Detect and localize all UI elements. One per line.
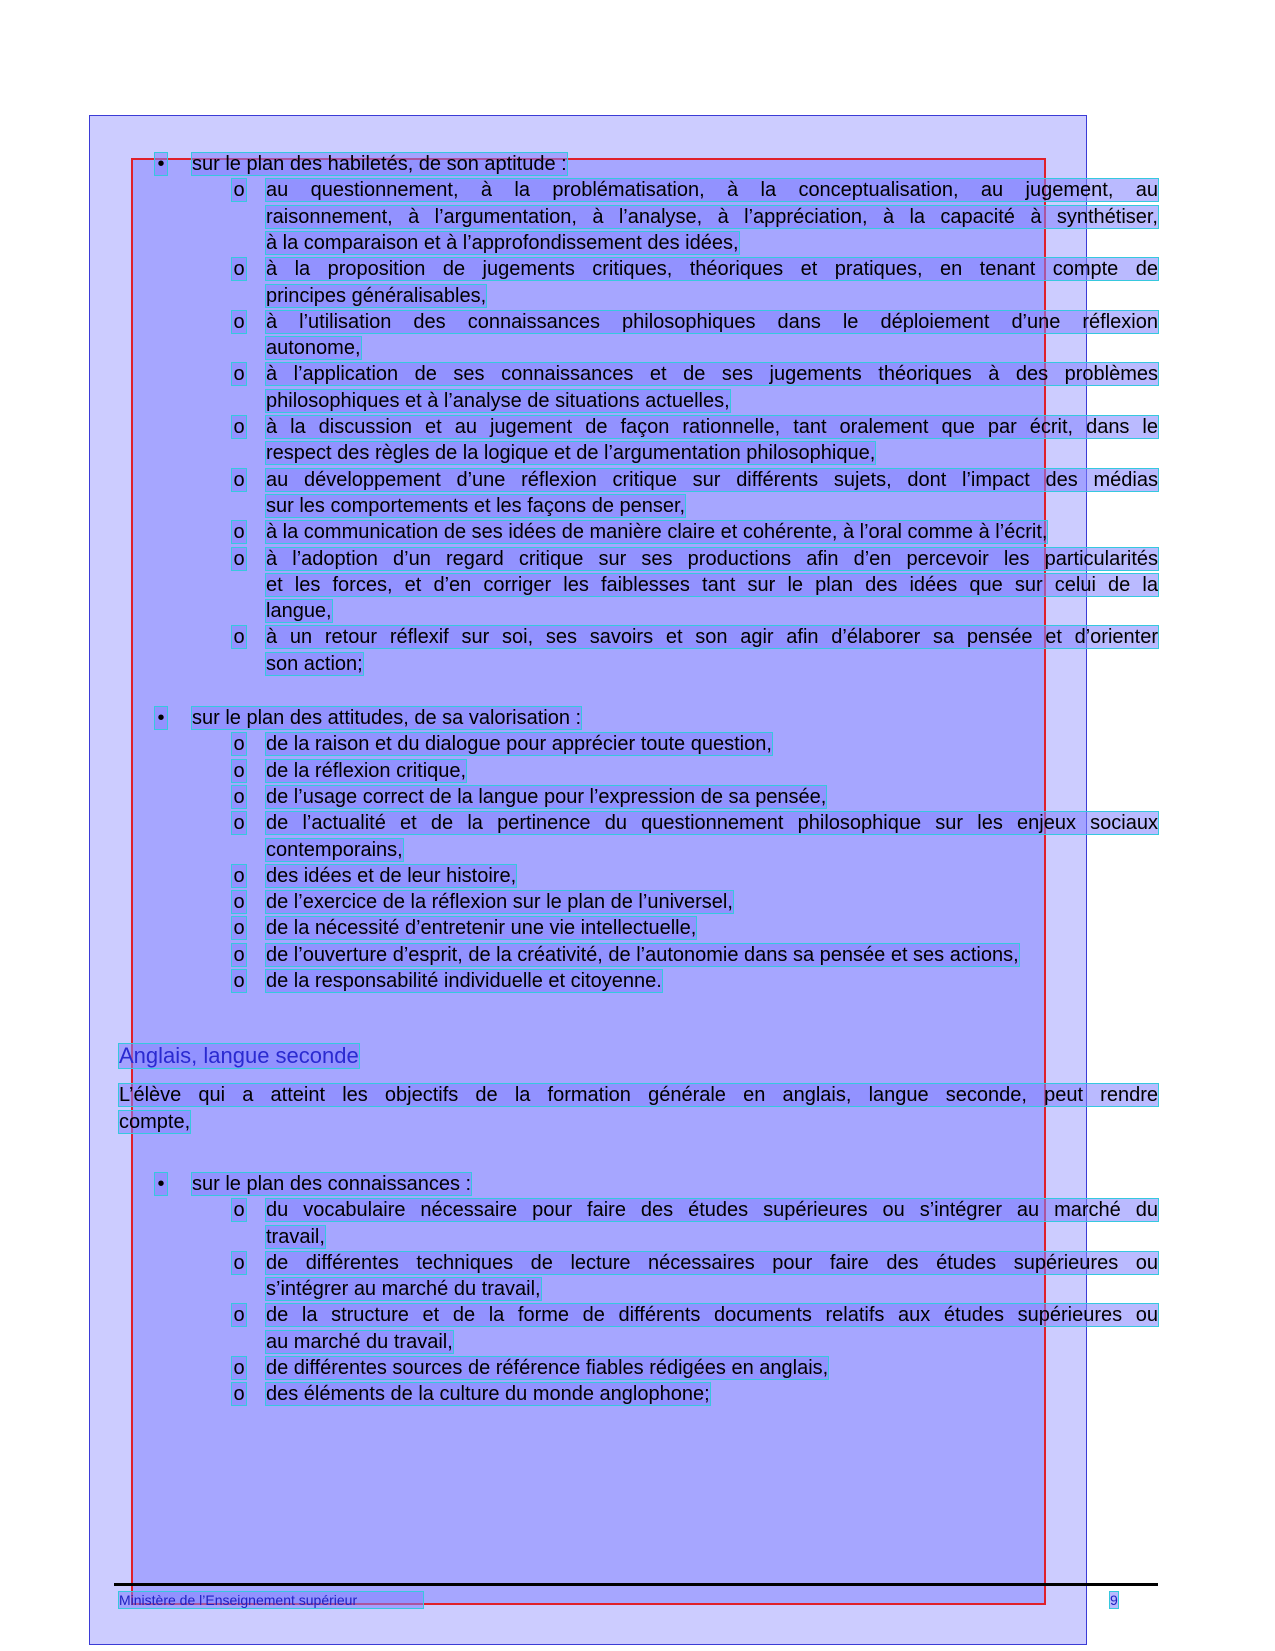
list-item-line: langue, [266,600,332,623]
bullet-heading: sur le plan des habiletés, de son aptitude : [192,153,567,175]
list-item-line: s’intégrer au marché du travail, [266,1278,541,1301]
sub-bullet-marker: o [233,812,245,835]
list-item-line: de l’exercice de la réflexion sur le plan de l’universel, [266,891,733,914]
sub-bullet-marker: o [233,1199,245,1222]
sub-bullet-marker: o [233,179,245,202]
sub-bullet-marker: o [233,416,245,438]
footer-rule [114,1583,1158,1586]
sub-bullet-marker: o [233,970,245,992]
list-item-line: à la communication de ses idées de manière claire et cohérente, à l’oral comme à l’écrit, [266,521,1048,544]
list-item-line: de la raison et du dialogue pour apprécier toute question, [266,733,772,756]
sub-bullet-marker: o [233,1357,245,1379]
list-item-line: respect des règles de la logique et de l’argumentation philosophique, [266,442,876,465]
list-item-line: au questionnement, à la problématisation, à la conceptualisation, au jugement, au [266,179,1158,202]
list-item-line: au marché du travail, [266,1330,453,1353]
sub-bullet-marker: o [233,759,245,782]
paragraph-line: compte, [119,1110,191,1133]
list-item-line: à la discussion et au jugement de façon rationnelle, tant oralement que par écrit, dans le [266,416,1158,438]
sub-bullet-marker: o [233,785,245,808]
list-item-line: au développement d’une réflexion critique sur différents sujets, dont l’impact des médias [266,468,1158,491]
list-item-line: à la comparaison et à l’approfondissement des idées, [266,231,739,254]
list-item-line: sur les comportements et les façons de penser, [266,494,686,517]
list-item-line: à un retour réflexif sur soi, ses savoirs et son agir afin d’élaborer sa pensée et d’orienter [266,626,1158,649]
list-item-line: principes généralisables, [266,284,487,307]
sub-bullet-marker: o [233,547,245,570]
paragraph-line: L’élève qui a atteint les objectifs de la formation générale en anglais, langue seconde, peut rendre [119,1084,1158,1107]
list-item-line: des éléments de la culture du monde anglophone; [266,1383,710,1406]
bullet-marker: • [155,707,167,729]
sub-bullet-marker: o [233,864,245,887]
bullet-heading: sur le plan des attitudes, de sa valorisation : [192,707,582,729]
list-item-line: raisonnement, à l’argumentation, à l’analyse, à l’appréciation, à la capacité à synthétiser, [266,205,1158,228]
list-item-line: de l’ouverture d’esprit, de la créativité, de l’autonomie dans sa pensée et ses actions, [266,943,1019,966]
sub-bullet-marker: o [233,626,245,649]
list-item-line: à la proposition de jugements critiques, théoriques et pratiques, en tenant compte de [266,258,1158,281]
list-item-line: philosophiques et à l’analyse de situations actuelles, [266,389,730,412]
list-item-line: de différentes techniques de lecture nécessaires pour faire des études supérieures ou [266,1251,1158,1274]
list-item-line: son action; [266,652,363,675]
list-item-line: de la structure et de la forme de différents documents relatifs aux études supérieures ou [266,1304,1158,1327]
bullet-marker: • [155,153,167,175]
sub-bullet-marker: o [233,917,245,940]
list-item-line: travail, [266,1225,325,1248]
section-heading: Anglais, langue seconde [119,1043,359,1069]
sub-bullet-marker: o [233,943,245,966]
sub-bullet-marker: o [233,1304,245,1327]
list-item-line: autonome, [266,337,361,360]
list-item-line: contemporains, [266,838,403,861]
list-item-line: à l’adoption d’un regard critique sur ses productions afin d’en percevoir les particularités [266,547,1158,570]
sub-bullet-marker: o [233,891,245,914]
bullet-marker: • [155,1173,167,1195]
list-item-line: de l’usage correct de la langue pour l’expression de sa pensée, [266,785,827,808]
list-item-line: de la nécessité d’entretenir une vie intellectuelle, [266,917,697,940]
footer-ministry: Ministère de l’Enseignement supérieur [119,1592,423,1608]
sub-bullet-marker: o [233,258,245,281]
list-item-line: à l’utilisation des connaissances philosophiques dans le déploiement d’une réflexion [266,310,1158,333]
sub-bullet-marker: o [233,310,245,333]
list-item-line: à l’application de ses connaissances et de ses jugements théoriques à des problèmes [266,363,1158,386]
list-item-line: des idées et de leur histoire, [266,864,517,887]
list-item-line: de différentes sources de référence fiables rédigées en anglais, [266,1357,829,1379]
sub-bullet-marker: o [233,521,245,544]
bullet-heading: sur le plan des connaissances : [192,1172,472,1195]
list-item-line: du vocabulaire nécessaire pour faire des études supérieures ou s’intégrer au marché du [266,1199,1158,1222]
sub-bullet-marker: o [233,468,245,491]
page-number: 9 [1110,1592,1118,1608]
sub-bullet-marker: o [233,363,245,386]
list-item-line: et les forces, et d’en corriger les faiblesses tant sur le plan des idées que sur celui de la [266,573,1158,596]
sub-bullet-marker: o [233,1251,245,1274]
list-item-line: de la réflexion critique, [266,759,467,782]
sub-bullet-marker: o [233,1383,245,1406]
list-item-line: de l’actualité et de la pertinence du questionnement philosophique sur les enjeux sociaux [266,812,1158,835]
sub-bullet-marker: o [233,733,245,756]
list-item-line: de la responsabilité individuelle et citoyenne. [266,970,662,992]
